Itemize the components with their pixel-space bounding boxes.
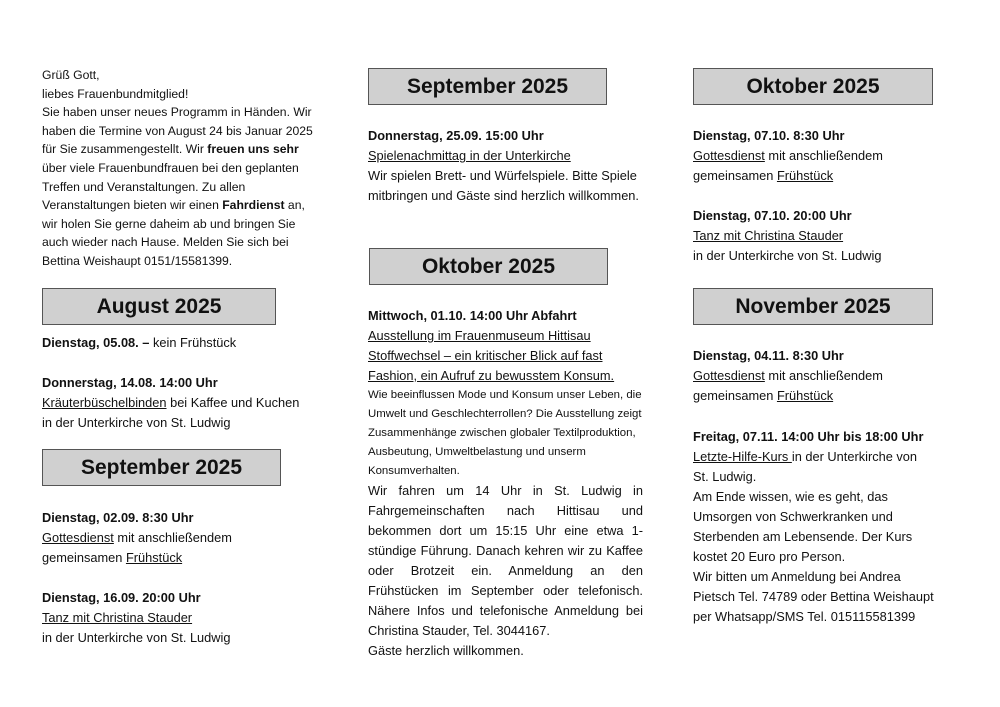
event-title: Gottesdienst [693, 368, 765, 383]
intro-p2: über viele Frauenbundfrauen bei den geplanten Treffen und Veranstaltungen. Zu allen Veranstaltungen bieten wir einen [42, 160, 299, 213]
event-date: Donnerstag, 25.09. 15:00 Uhr [368, 128, 544, 143]
month-heading-september-2: September 2025 [368, 68, 607, 105]
event-text: gemeinsamen [42, 550, 126, 565]
greeting: Grüß Gott, [42, 68, 100, 82]
intro-text [42, 66, 322, 271]
event-title: Frühstück [125, 550, 183, 565]
event-location: in der Unterkirche von St. Ludwig [693, 248, 882, 263]
event-sep-25 [368, 126, 643, 206]
event-oct-07-pm [693, 206, 933, 266]
event-oct-07-am [693, 126, 933, 186]
event-date: Dienstag, 02.09. 8:30 Uhr [42, 510, 194, 525]
event-location: in der Unterkirche von St. Ludwig [42, 630, 231, 645]
event-date: Dienstag, 04.11. 8:30 Uhr [693, 348, 844, 363]
event-title: Ausstellung im Frauenmuseum Hittisau [368, 328, 591, 343]
intro-p2-bold: Fahrdienst [222, 198, 285, 213]
event-location: in der Unterkirche von St. Ludwig [42, 415, 231, 430]
event-date: Mittwoch, 01.10. 14:00 Uhr Abfahrt [368, 308, 577, 323]
event-text: mit anschließendem [764, 148, 883, 163]
month-heading-september: September 2025 [42, 449, 281, 486]
event-closing: Gäste herzlich willkommen. [368, 643, 524, 658]
event-sep-16 [42, 588, 322, 648]
intro-p1: Sie haben unser neues Programm in Händen. Wir haben die Termine von August 24 bis Januar 2025 für Sie zusammengestellt. Wir [42, 105, 313, 157]
event-oct-01 [368, 306, 643, 661]
event-title: Frühstück [776, 388, 834, 403]
event-text: mit anschließendem [764, 368, 883, 383]
event-text: bei Kaffee und Kuchen [166, 395, 300, 410]
event-description: Am Ende wissen, wie es geht, das Umsorgen von Schwerkranken und Sterbenden am Lebensende. Der Kurs kostet 20 Euro pro Person. [693, 489, 913, 564]
intro-paragraph [42, 103, 322, 270]
event-date: Dienstag, 05.08. – [42, 335, 150, 350]
intro-p1-bold: freuen uns sehr [207, 142, 299, 157]
event-text: gemeinsamen [693, 168, 777, 183]
intro-p3: an, wir holen Sie gerne daheim ab und bringen Sie auch wieder nach Hause. Melden Sie sich bei Bettina Weishaupt 0151/15581399. [42, 198, 305, 268]
event-date: Dienstag, 07.10. 8:30 Uhr [693, 128, 845, 143]
month-heading-october: Oktober 2025 [369, 248, 608, 285]
event-text: Wir spielen Brett- und Würfelspiele. Bitte Spiele mitbringen und Gäste sind herzlich willkommen. [368, 168, 639, 203]
event-nov-07 [693, 427, 935, 627]
event-description: Wie beeinflussen Mode und Konsum unser Leben, die Umwelt und Geschlechterrollen? Die Ausstellung zeigt Zusammenhänge zwischen globaler Textilproduktion, Ausbeutung, Umweltbelastung und unserm Konsumverhalten. [368, 389, 642, 477]
event-sep-02 [42, 508, 322, 568]
event-title: Tanz mit Christina Stauder [42, 610, 193, 625]
event-title: Gottesdienst [693, 148, 765, 163]
event-date: Dienstag, 16.09. 20:00 Uhr [42, 590, 201, 605]
month-heading-november: November 2025 [693, 288, 933, 325]
event-title: Fashion, ein Aufruf zu bewusstem Konsum. [368, 368, 615, 383]
event-title: Gottesdienst [42, 530, 114, 545]
event-date: Freitag, 07.11. 14:00 Uhr bis 18:00 Uhr [693, 429, 924, 444]
month-heading-october-2: Oktober 2025 [693, 68, 933, 105]
salutation: liebes Frauenbundmitglied! [42, 86, 189, 101]
event-text: in der Unterkirche von St. Ludwig. [693, 449, 918, 484]
event-aug-14 [42, 373, 322, 433]
event-title: Letzte-Hilfe-Kurs [693, 449, 792, 464]
event-text: gemeinsamen [693, 388, 777, 403]
event-text: Wir fahren um 14 Uhr in St. Ludwig in Fahrgemeinschaften nach Hittisau und bekommen dort um 15:15 Uhr eine etwa 1-stündige Führung. Danach kehren wir zu Kaffee oder Brotzeit ein. Anmeldung an den Frühstücken im September oder telefonisch. Nähere Infos und telefonische Anmeldung bei Christina Stauder, Tel. 3044167. [368, 483, 643, 638]
event-title: Tanz mit Christina Stauder [693, 228, 844, 243]
event-title: Kräuterbüschelbinden [42, 395, 167, 410]
event-date: Dienstag, 07.10. 20:00 Uhr [693, 208, 852, 223]
month-heading-august: August 2025 [42, 288, 276, 325]
event-title: Spielenachmittag in der Unterkirche [368, 148, 571, 163]
event-nov-04 [693, 346, 933, 406]
event-text: mit anschließendem [113, 530, 232, 545]
event-title: Frühstück [776, 168, 834, 183]
event-title: Stoffwechsel – ein kritischer Blick auf fast [368, 348, 603, 363]
event-aug-05 [42, 333, 322, 353]
event-contact: Wir bitten um Anmeldung bei Andrea Pietsch Tel. 74789 oder Bettina Weishaupt per Whatsapp/SMS Tel. 015115581399 [693, 569, 934, 624]
event-text: kein Frühstück [149, 335, 237, 350]
event-date: Donnerstag, 14.08. 14:00 Uhr [42, 375, 218, 390]
